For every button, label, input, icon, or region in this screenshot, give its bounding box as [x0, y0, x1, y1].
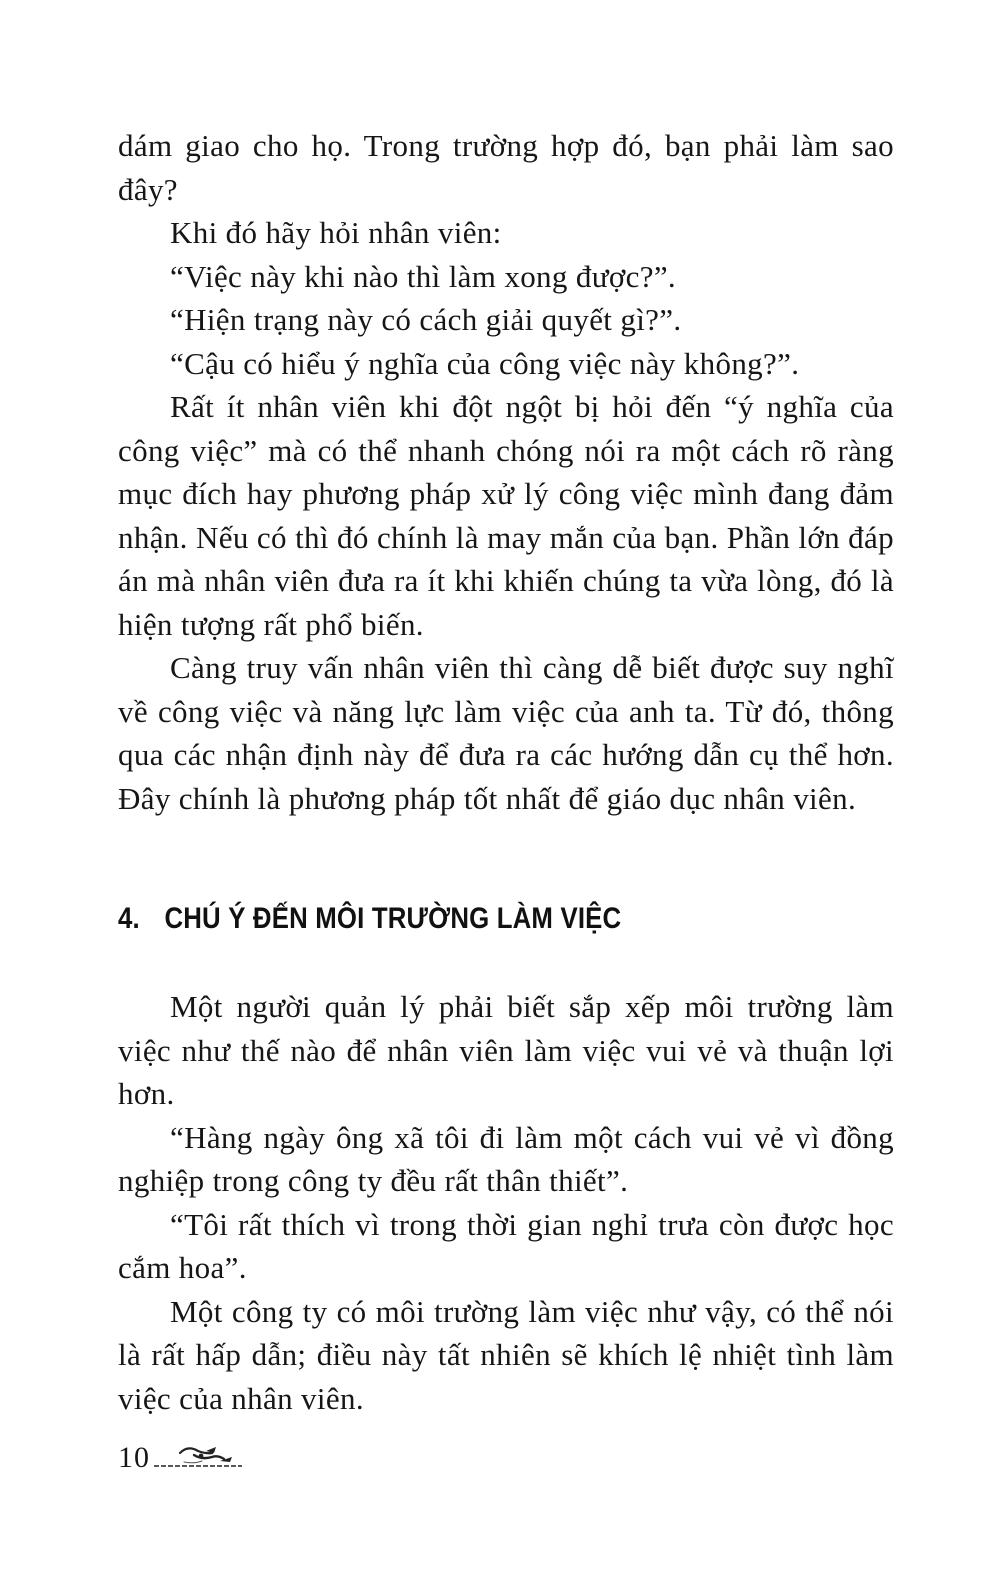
section-number: 4.: [118, 902, 140, 935]
section-heading: [118, 896, 621, 942]
section-title: CHÚ Ý ĐẾN MÔI TRƯỜNG LÀM VIỆC: [164, 902, 622, 935]
paragraph: “Tôi rất thích vì trong thời gian nghỉ trưa còn được học cắm hoa”.: [118, 1206, 894, 1285]
paragraph: “Cậu có hiểu ý nghĩa của công việc này không?”.: [170, 345, 800, 381]
paragraph: “Việc này khi nào thì làm xong được?”.: [170, 258, 677, 294]
page-footer: [118, 1440, 246, 1475]
bird-ornament-icon: [154, 1440, 246, 1473]
paragraph: Một người quản lý phải biết sắp xếp môi trường làm việc như thế nào để nhân viên làm việc vui vẻ và thuận lợi hơn.: [118, 989, 894, 1111]
paragraph: Rất ít nhân viên khi đột ngột bị hỏi đến “ý nghĩa của công việc” mà có thể nhanh chóng nói ra một cách rõ ràng mục đích hay phương pháp xử lý công việc mình đang đảm nhận. Nếu có thì đó chính là may mắn của bạn. Phần lớn đáp án mà nhân viên đưa ra ít khi khiến chúng ta vừa lòng, đó là hiện tượng rất phổ biến.: [118, 389, 894, 642]
paragraph: “Hiện trạng này có cách giải quyết gì?”.: [170, 302, 682, 337]
paragraph: “Hàng ngày ông xã tôi đi làm một cách vui vẻ vì đồng nghiệp trong công ty đều rất thân thiết”.: [118, 1119, 894, 1198]
paragraph: Càng truy vấn nhân viên thì càng dễ biết được suy nghĩ về công việc và năng lực làm việc của anh ta. Từ đó, thông qua các nhận định này để đưa ra các hướng dẫn cụ thể hơn. Đây chính là phương pháp tốt nhất để giáo dục nhân viên.: [118, 650, 894, 816]
body-text-bottom: [118, 985, 894, 1420]
paragraph: Một công ty có môi trường làm việc như vậy, có thể nói là rất hấp dẫn; điều này tất nhiên sẽ khích lệ nhiệt tình làm việc của nhân viên.: [118, 1293, 894, 1416]
page-number: 10: [118, 1441, 150, 1474]
body-text-top: [118, 124, 894, 820]
paragraph: Khi đó hãy hỏi nhân viên:: [170, 215, 502, 250]
paragraph: dám giao cho họ. Trong trường hợp đó, bạn phải làm sao đây?: [118, 128, 894, 207]
